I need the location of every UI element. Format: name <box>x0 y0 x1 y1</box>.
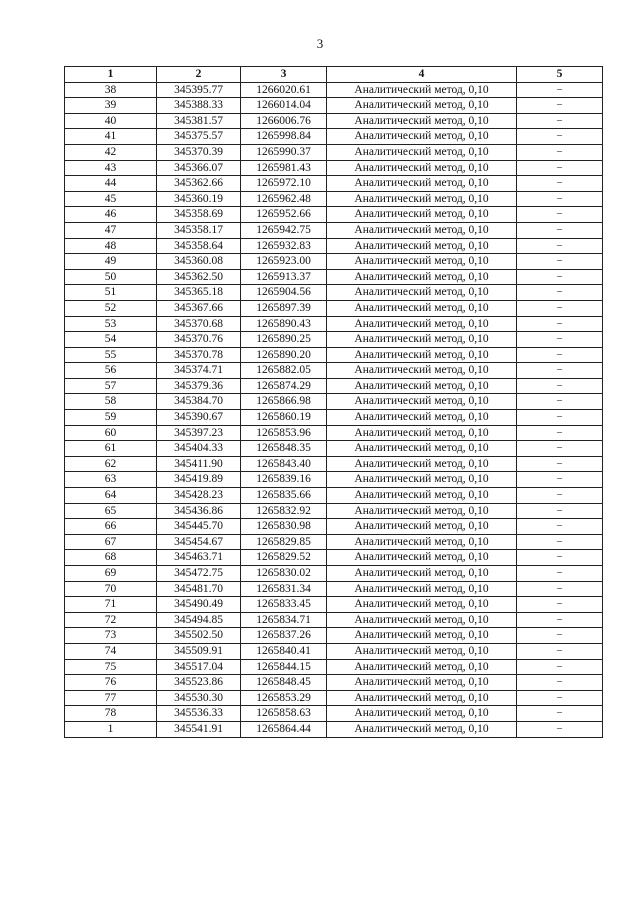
table-row <box>65 488 603 504</box>
cell-y-coordinate: 1265835.66 <box>241 488 327 504</box>
table-row <box>65 410 603 426</box>
cell-point-number: 70 <box>65 581 157 597</box>
cell-method-accuracy: Аналитический метод, 0,10 <box>327 144 517 160</box>
cell-point-number: 45 <box>65 191 157 207</box>
table-row <box>65 316 603 332</box>
table-row <box>65 378 603 394</box>
cell-point-number: 69 <box>65 566 157 582</box>
cell-y-coordinate: 1265843.40 <box>241 456 327 472</box>
cell-y-coordinate: 1265890.43 <box>241 316 327 332</box>
cell-y-coordinate: 1265913.37 <box>241 269 327 285</box>
cell-method-accuracy: Аналитический метод, 0,10 <box>327 254 517 270</box>
cell-y-coordinate: 1265990.37 <box>241 144 327 160</box>
cell-note: – <box>517 316 603 332</box>
cell-x-coordinate: 345381.57 <box>157 113 241 129</box>
header-col-2: 2 <box>157 67 241 83</box>
cell-point-number: 71 <box>65 597 157 613</box>
cell-x-coordinate: 345419.89 <box>157 472 241 488</box>
cell-note: – <box>517 98 603 114</box>
cell-y-coordinate: 1265830.02 <box>241 566 327 582</box>
cell-point-number: 67 <box>65 534 157 550</box>
cell-note: – <box>517 254 603 270</box>
table-row <box>65 519 603 535</box>
cell-method-accuracy: Аналитический метод, 0,10 <box>327 82 517 98</box>
cell-y-coordinate: 1265834.71 <box>241 612 327 628</box>
cell-x-coordinate: 345428.23 <box>157 488 241 504</box>
cell-method-accuracy: Аналитический метод, 0,10 <box>327 612 517 628</box>
cell-point-number: 48 <box>65 238 157 254</box>
cell-point-number: 75 <box>65 659 157 675</box>
cell-note: – <box>517 82 603 98</box>
cell-point-number: 49 <box>65 254 157 270</box>
cell-point-number: 72 <box>65 612 157 628</box>
cell-note: – <box>517 441 603 457</box>
table-row <box>65 82 603 98</box>
cell-method-accuracy: Аналитический метод, 0,10 <box>327 503 517 519</box>
header-col-3: 3 <box>241 67 327 83</box>
table-row <box>65 643 603 659</box>
cell-x-coordinate: 345517.04 <box>157 659 241 675</box>
cell-y-coordinate: 1265972.10 <box>241 176 327 192</box>
table-row <box>65 628 603 644</box>
table-row <box>65 207 603 223</box>
cell-point-number: 58 <box>65 394 157 410</box>
cell-x-coordinate: 345509.91 <box>157 643 241 659</box>
cell-method-accuracy: Аналитический метод, 0,10 <box>327 191 517 207</box>
cell-note: – <box>517 300 603 316</box>
table-row <box>65 129 603 145</box>
cell-point-number: 44 <box>65 176 157 192</box>
cell-point-number: 43 <box>65 160 157 176</box>
cell-point-number: 68 <box>65 550 157 566</box>
table-row <box>65 566 603 582</box>
cell-y-coordinate: 1265860.19 <box>241 410 327 426</box>
cell-method-accuracy: Аналитический метод, 0,10 <box>327 285 517 301</box>
cell-point-number: 57 <box>65 378 157 394</box>
table-row <box>65 363 603 379</box>
cell-x-coordinate: 345395.77 <box>157 82 241 98</box>
cell-point-number: 52 <box>65 300 157 316</box>
cell-x-coordinate: 345384.70 <box>157 394 241 410</box>
cell-x-coordinate: 345388.33 <box>157 98 241 114</box>
cell-x-coordinate: 345360.19 <box>157 191 241 207</box>
cell-y-coordinate: 1265837.26 <box>241 628 327 644</box>
cell-note: – <box>517 347 603 363</box>
table-row <box>65 191 603 207</box>
table-row <box>65 238 603 254</box>
cell-note: – <box>517 628 603 644</box>
cell-x-coordinate: 345436.86 <box>157 503 241 519</box>
cell-x-coordinate: 345494.85 <box>157 612 241 628</box>
table-row <box>65 706 603 722</box>
cell-method-accuracy: Аналитический метод, 0,10 <box>327 269 517 285</box>
cell-note: – <box>517 675 603 691</box>
cell-y-coordinate: 1266006.76 <box>241 113 327 129</box>
cell-note: – <box>517 176 603 192</box>
cell-method-accuracy: Аналитический метод, 0,10 <box>327 488 517 504</box>
cell-method-accuracy: Аналитический метод, 0,10 <box>327 721 517 737</box>
table-row <box>65 675 603 691</box>
cell-x-coordinate: 345379.36 <box>157 378 241 394</box>
cell-note: – <box>517 425 603 441</box>
table-row <box>65 285 603 301</box>
table-row <box>65 441 603 457</box>
cell-method-accuracy: Аналитический метод, 0,10 <box>327 441 517 457</box>
table-row <box>65 176 603 192</box>
cell-point-number: 76 <box>65 675 157 691</box>
cell-y-coordinate: 1265897.39 <box>241 300 327 316</box>
cell-note: – <box>517 285 603 301</box>
cell-method-accuracy: Аналитический метод, 0,10 <box>327 316 517 332</box>
cell-point-number: 55 <box>65 347 157 363</box>
cell-note: – <box>517 566 603 582</box>
cell-y-coordinate: 1265830.98 <box>241 519 327 535</box>
table-row <box>65 534 603 550</box>
cell-note: – <box>517 332 603 348</box>
cell-x-coordinate: 345404.33 <box>157 441 241 457</box>
cell-point-number: 74 <box>65 643 157 659</box>
cell-point-number: 65 <box>65 503 157 519</box>
cell-point-number: 46 <box>65 207 157 223</box>
cell-note: – <box>517 394 603 410</box>
cell-note: – <box>517 378 603 394</box>
cell-method-accuracy: Аналитический метод, 0,10 <box>327 129 517 145</box>
cell-note: – <box>517 410 603 426</box>
cell-y-coordinate: 1265998.84 <box>241 129 327 145</box>
table-row <box>65 269 603 285</box>
cell-note: – <box>517 550 603 566</box>
table-row <box>65 659 603 675</box>
cell-note: – <box>517 456 603 472</box>
cell-note: – <box>517 612 603 628</box>
cell-method-accuracy: Аналитический метод, 0,10 <box>327 706 517 722</box>
table-header <box>65 67 603 83</box>
cell-method-accuracy: Аналитический метод, 0,10 <box>327 222 517 238</box>
cell-x-coordinate: 345454.67 <box>157 534 241 550</box>
cell-x-coordinate: 345530.30 <box>157 690 241 706</box>
cell-method-accuracy: Аналитический метод, 0,10 <box>327 363 517 379</box>
cell-x-coordinate: 345358.64 <box>157 238 241 254</box>
cell-method-accuracy: Аналитический метод, 0,10 <box>327 425 517 441</box>
table-row <box>65 113 603 129</box>
cell-y-coordinate: 1265923.00 <box>241 254 327 270</box>
cell-method-accuracy: Аналитический метод, 0,10 <box>327 566 517 582</box>
header-col-1: 1 <box>65 67 157 83</box>
cell-x-coordinate: 345370.78 <box>157 347 241 363</box>
cell-x-coordinate: 345536.33 <box>157 706 241 722</box>
cell-method-accuracy: Аналитический метод, 0,10 <box>327 581 517 597</box>
cell-note: – <box>517 129 603 145</box>
cell-method-accuracy: Аналитический метод, 0,10 <box>327 410 517 426</box>
table-row <box>65 581 603 597</box>
cell-y-coordinate: 1265848.45 <box>241 675 327 691</box>
cell-point-number: 39 <box>65 98 157 114</box>
table-row <box>65 98 603 114</box>
cell-x-coordinate: 345370.68 <box>157 316 241 332</box>
cell-point-number: 54 <box>65 332 157 348</box>
cell-point-number: 53 <box>65 316 157 332</box>
cell-note: – <box>517 597 603 613</box>
cell-method-accuracy: Аналитический метод, 0,10 <box>327 659 517 675</box>
table-row <box>65 160 603 176</box>
cell-note: – <box>517 160 603 176</box>
cell-method-accuracy: Аналитический метод, 0,10 <box>327 207 517 223</box>
table-row <box>65 597 603 613</box>
cell-y-coordinate: 1265853.29 <box>241 690 327 706</box>
cell-y-coordinate: 1265904.56 <box>241 285 327 301</box>
cell-method-accuracy: Аналитический метод, 0,10 <box>327 98 517 114</box>
cell-point-number: 60 <box>65 425 157 441</box>
cell-x-coordinate: 345445.70 <box>157 519 241 535</box>
cell-x-coordinate: 345411.90 <box>157 456 241 472</box>
cell-note: – <box>517 581 603 597</box>
cell-point-number: 59 <box>65 410 157 426</box>
cell-y-coordinate: 1265890.20 <box>241 347 327 363</box>
table-row <box>65 472 603 488</box>
cell-point-number: 42 <box>65 144 157 160</box>
cell-x-coordinate: 345375.57 <box>157 129 241 145</box>
header-col-5: 5 <box>517 67 603 83</box>
cell-x-coordinate: 345367.66 <box>157 300 241 316</box>
cell-note: – <box>517 503 603 519</box>
cell-point-number: 62 <box>65 456 157 472</box>
cell-x-coordinate: 345490.49 <box>157 597 241 613</box>
cell-x-coordinate: 345358.17 <box>157 222 241 238</box>
cell-x-coordinate: 345523.86 <box>157 675 241 691</box>
table-row <box>65 503 603 519</box>
table-row <box>65 690 603 706</box>
cell-note: – <box>517 488 603 504</box>
cell-note: – <box>517 706 603 722</box>
cell-note: – <box>517 690 603 706</box>
cell-y-coordinate: 1265833.45 <box>241 597 327 613</box>
cell-method-accuracy: Аналитический метод, 0,10 <box>327 550 517 566</box>
cell-note: – <box>517 534 603 550</box>
table-row <box>65 254 603 270</box>
cell-method-accuracy: Аналитический метод, 0,10 <box>327 160 517 176</box>
cell-x-coordinate: 345397.23 <box>157 425 241 441</box>
table-row <box>65 347 603 363</box>
cell-point-number: 77 <box>65 690 157 706</box>
cell-note: – <box>517 269 603 285</box>
cell-point-number: 38 <box>65 82 157 98</box>
cell-method-accuracy: Аналитический метод, 0,10 <box>327 675 517 691</box>
cell-x-coordinate: 345366.07 <box>157 160 241 176</box>
cell-y-coordinate: 1265831.34 <box>241 581 327 597</box>
cell-x-coordinate: 345362.66 <box>157 176 241 192</box>
cell-note: – <box>517 519 603 535</box>
cell-point-number: 66 <box>65 519 157 535</box>
cell-y-coordinate: 1265844.15 <box>241 659 327 675</box>
table-body <box>65 82 603 737</box>
cell-method-accuracy: Аналитический метод, 0,10 <box>327 534 517 550</box>
cell-point-number: 73 <box>65 628 157 644</box>
cell-y-coordinate: 1266014.04 <box>241 98 327 114</box>
cell-y-coordinate: 1265829.85 <box>241 534 327 550</box>
cell-note: – <box>517 659 603 675</box>
cell-point-number: 56 <box>65 363 157 379</box>
cell-y-coordinate: 1265840.41 <box>241 643 327 659</box>
cell-method-accuracy: Аналитический метод, 0,10 <box>327 113 517 129</box>
cell-method-accuracy: Аналитический метод, 0,10 <box>327 300 517 316</box>
cell-y-coordinate: 1265942.75 <box>241 222 327 238</box>
cell-method-accuracy: Аналитический метод, 0,10 <box>327 472 517 488</box>
cell-method-accuracy: Аналитический метод, 0,10 <box>327 378 517 394</box>
cell-method-accuracy: Аналитический метод, 0,10 <box>327 690 517 706</box>
cell-note: – <box>517 207 603 223</box>
cell-x-coordinate: 345374.71 <box>157 363 241 379</box>
coordinates-table <box>64 66 603 738</box>
cell-method-accuracy: Аналитический метод, 0,10 <box>327 628 517 644</box>
cell-y-coordinate: 1265882.05 <box>241 363 327 379</box>
table-row <box>65 550 603 566</box>
cell-point-number: 1 <box>65 721 157 737</box>
cell-x-coordinate: 345362.50 <box>157 269 241 285</box>
table-row <box>65 332 603 348</box>
cell-x-coordinate: 345360.08 <box>157 254 241 270</box>
cell-x-coordinate: 345502.50 <box>157 628 241 644</box>
cell-y-coordinate: 1265981.43 <box>241 160 327 176</box>
cell-y-coordinate: 1265839.16 <box>241 472 327 488</box>
cell-point-number: 63 <box>65 472 157 488</box>
cell-point-number: 41 <box>65 129 157 145</box>
cell-y-coordinate: 1265848.35 <box>241 441 327 457</box>
cell-y-coordinate: 1266020.61 <box>241 82 327 98</box>
table-row <box>65 612 603 628</box>
cell-y-coordinate: 1265829.52 <box>241 550 327 566</box>
table-row <box>65 300 603 316</box>
table-row <box>65 394 603 410</box>
table-row <box>65 144 603 160</box>
cell-y-coordinate: 1265864.44 <box>241 721 327 737</box>
cell-y-coordinate: 1265866.98 <box>241 394 327 410</box>
cell-y-coordinate: 1265932.83 <box>241 238 327 254</box>
cell-y-coordinate: 1265890.25 <box>241 332 327 348</box>
cell-note: – <box>517 643 603 659</box>
cell-method-accuracy: Аналитический метод, 0,10 <box>327 597 517 613</box>
cell-method-accuracy: Аналитический метод, 0,10 <box>327 394 517 410</box>
cell-method-accuracy: Аналитический метод, 0,10 <box>327 643 517 659</box>
table-row <box>65 222 603 238</box>
cell-x-coordinate: 345390.67 <box>157 410 241 426</box>
cell-point-number: 50 <box>65 269 157 285</box>
header-row <box>65 67 603 83</box>
cell-point-number: 40 <box>65 113 157 129</box>
cell-point-number: 47 <box>65 222 157 238</box>
cell-x-coordinate: 345472.75 <box>157 566 241 582</box>
table-row <box>65 456 603 472</box>
cell-note: – <box>517 238 603 254</box>
cell-y-coordinate: 1265858.63 <box>241 706 327 722</box>
cell-note: – <box>517 222 603 238</box>
cell-point-number: 61 <box>65 441 157 457</box>
cell-x-coordinate: 345463.71 <box>157 550 241 566</box>
table-row <box>65 721 603 737</box>
cell-note: – <box>517 363 603 379</box>
cell-point-number: 51 <box>65 285 157 301</box>
page-number: 3 <box>316 36 324 51</box>
cell-x-coordinate: 345358.69 <box>157 207 241 223</box>
cell-method-accuracy: Аналитический метод, 0,10 <box>327 456 517 472</box>
cell-method-accuracy: Аналитический метод, 0,10 <box>327 347 517 363</box>
cell-x-coordinate: 345481.70 <box>157 581 241 597</box>
cell-x-coordinate: 345365.18 <box>157 285 241 301</box>
header-col-4: 4 <box>327 67 517 83</box>
cell-method-accuracy: Аналитический метод, 0,10 <box>327 176 517 192</box>
cell-point-number: 78 <box>65 706 157 722</box>
cell-note: – <box>517 472 603 488</box>
cell-y-coordinate: 1265962.48 <box>241 191 327 207</box>
cell-method-accuracy: Аналитический метод, 0,10 <box>327 332 517 348</box>
cell-note: – <box>517 721 603 737</box>
cell-x-coordinate: 345541.91 <box>157 721 241 737</box>
cell-note: – <box>517 191 603 207</box>
table-row <box>65 425 603 441</box>
cell-x-coordinate: 345370.39 <box>157 144 241 160</box>
cell-point-number: 64 <box>65 488 157 504</box>
cell-note: – <box>517 113 603 129</box>
cell-note: – <box>517 144 603 160</box>
cell-y-coordinate: 1265874.29 <box>241 378 327 394</box>
cell-y-coordinate: 1265952.66 <box>241 207 327 223</box>
cell-y-coordinate: 1265853.96 <box>241 425 327 441</box>
cell-method-accuracy: Аналитический метод, 0,10 <box>327 519 517 535</box>
cell-y-coordinate: 1265832.92 <box>241 503 327 519</box>
cell-x-coordinate: 345370.76 <box>157 332 241 348</box>
cell-method-accuracy: Аналитический метод, 0,10 <box>327 238 517 254</box>
